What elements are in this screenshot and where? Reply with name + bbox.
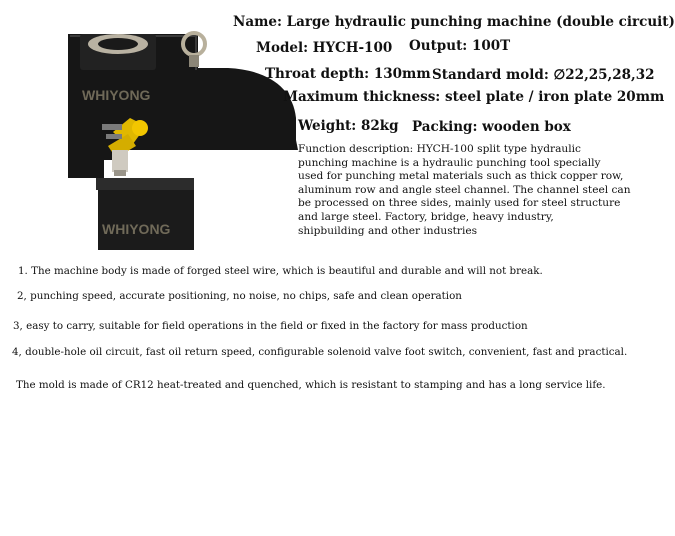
spec-model: Model: HYCH-100 (256, 40, 393, 56)
description-line: used for punching metal materials such as thick copper row, (298, 170, 624, 183)
spec-name: Name: Large hydraulic punching machine (double circuit) (233, 14, 675, 30)
feature-item: 2, punching speed, accurate positioning, no noise, no chips, safe and clean operation (17, 290, 462, 302)
description-line: Function description: HYCH-100 split type hydraulic (298, 143, 581, 155)
description-line: punching machine is a hydraulic punching tool specially (298, 156, 601, 169)
description-line: aluminum row and angle steel channel. The channel steel can (298, 183, 631, 196)
spec-output: Output: 100T (409, 38, 511, 54)
brand-logo-bottom: WHIYONG (102, 221, 171, 237)
spec-max-thickness: Maximum thickness: steel plate / iron plate 20mm (283, 89, 665, 105)
product-image (58, 28, 298, 258)
spec-packing: Packing: wooden box (412, 119, 571, 135)
function-description (298, 143, 631, 238)
spec-throat-depth: Throat depth: 130mm (265, 66, 431, 82)
feature-item: 1. The machine body is made of forged steel wire, which is beautiful and durable and will not break. (18, 265, 543, 277)
spec-standard-mold: Standard mold: ∅22,25,28,32 (432, 67, 655, 83)
spec-weight: Weight: 82kg (298, 118, 399, 134)
description-line: and large steel. Factory, bridge, heavy industry, (298, 210, 554, 223)
feature-item: The mold is made of CR12 heat-treated and quenched, which is resistant to stamping and has a long service life. (16, 379, 606, 391)
feature-item: 3, easy to carry, suitable for field operations in the field or fixed in the factory for mass production (13, 320, 528, 332)
feature-item: 4, double-hole oil circuit, fast oil return speed, configurable solenoid valve foot switch, convenient, fast and practical. (12, 346, 628, 358)
description-line: be processed on three sides, mainly used for steel structure (298, 197, 621, 210)
description-line: shipbuilding and other industries (298, 224, 478, 237)
brand-logo-top: WHIYONG (82, 87, 151, 103)
